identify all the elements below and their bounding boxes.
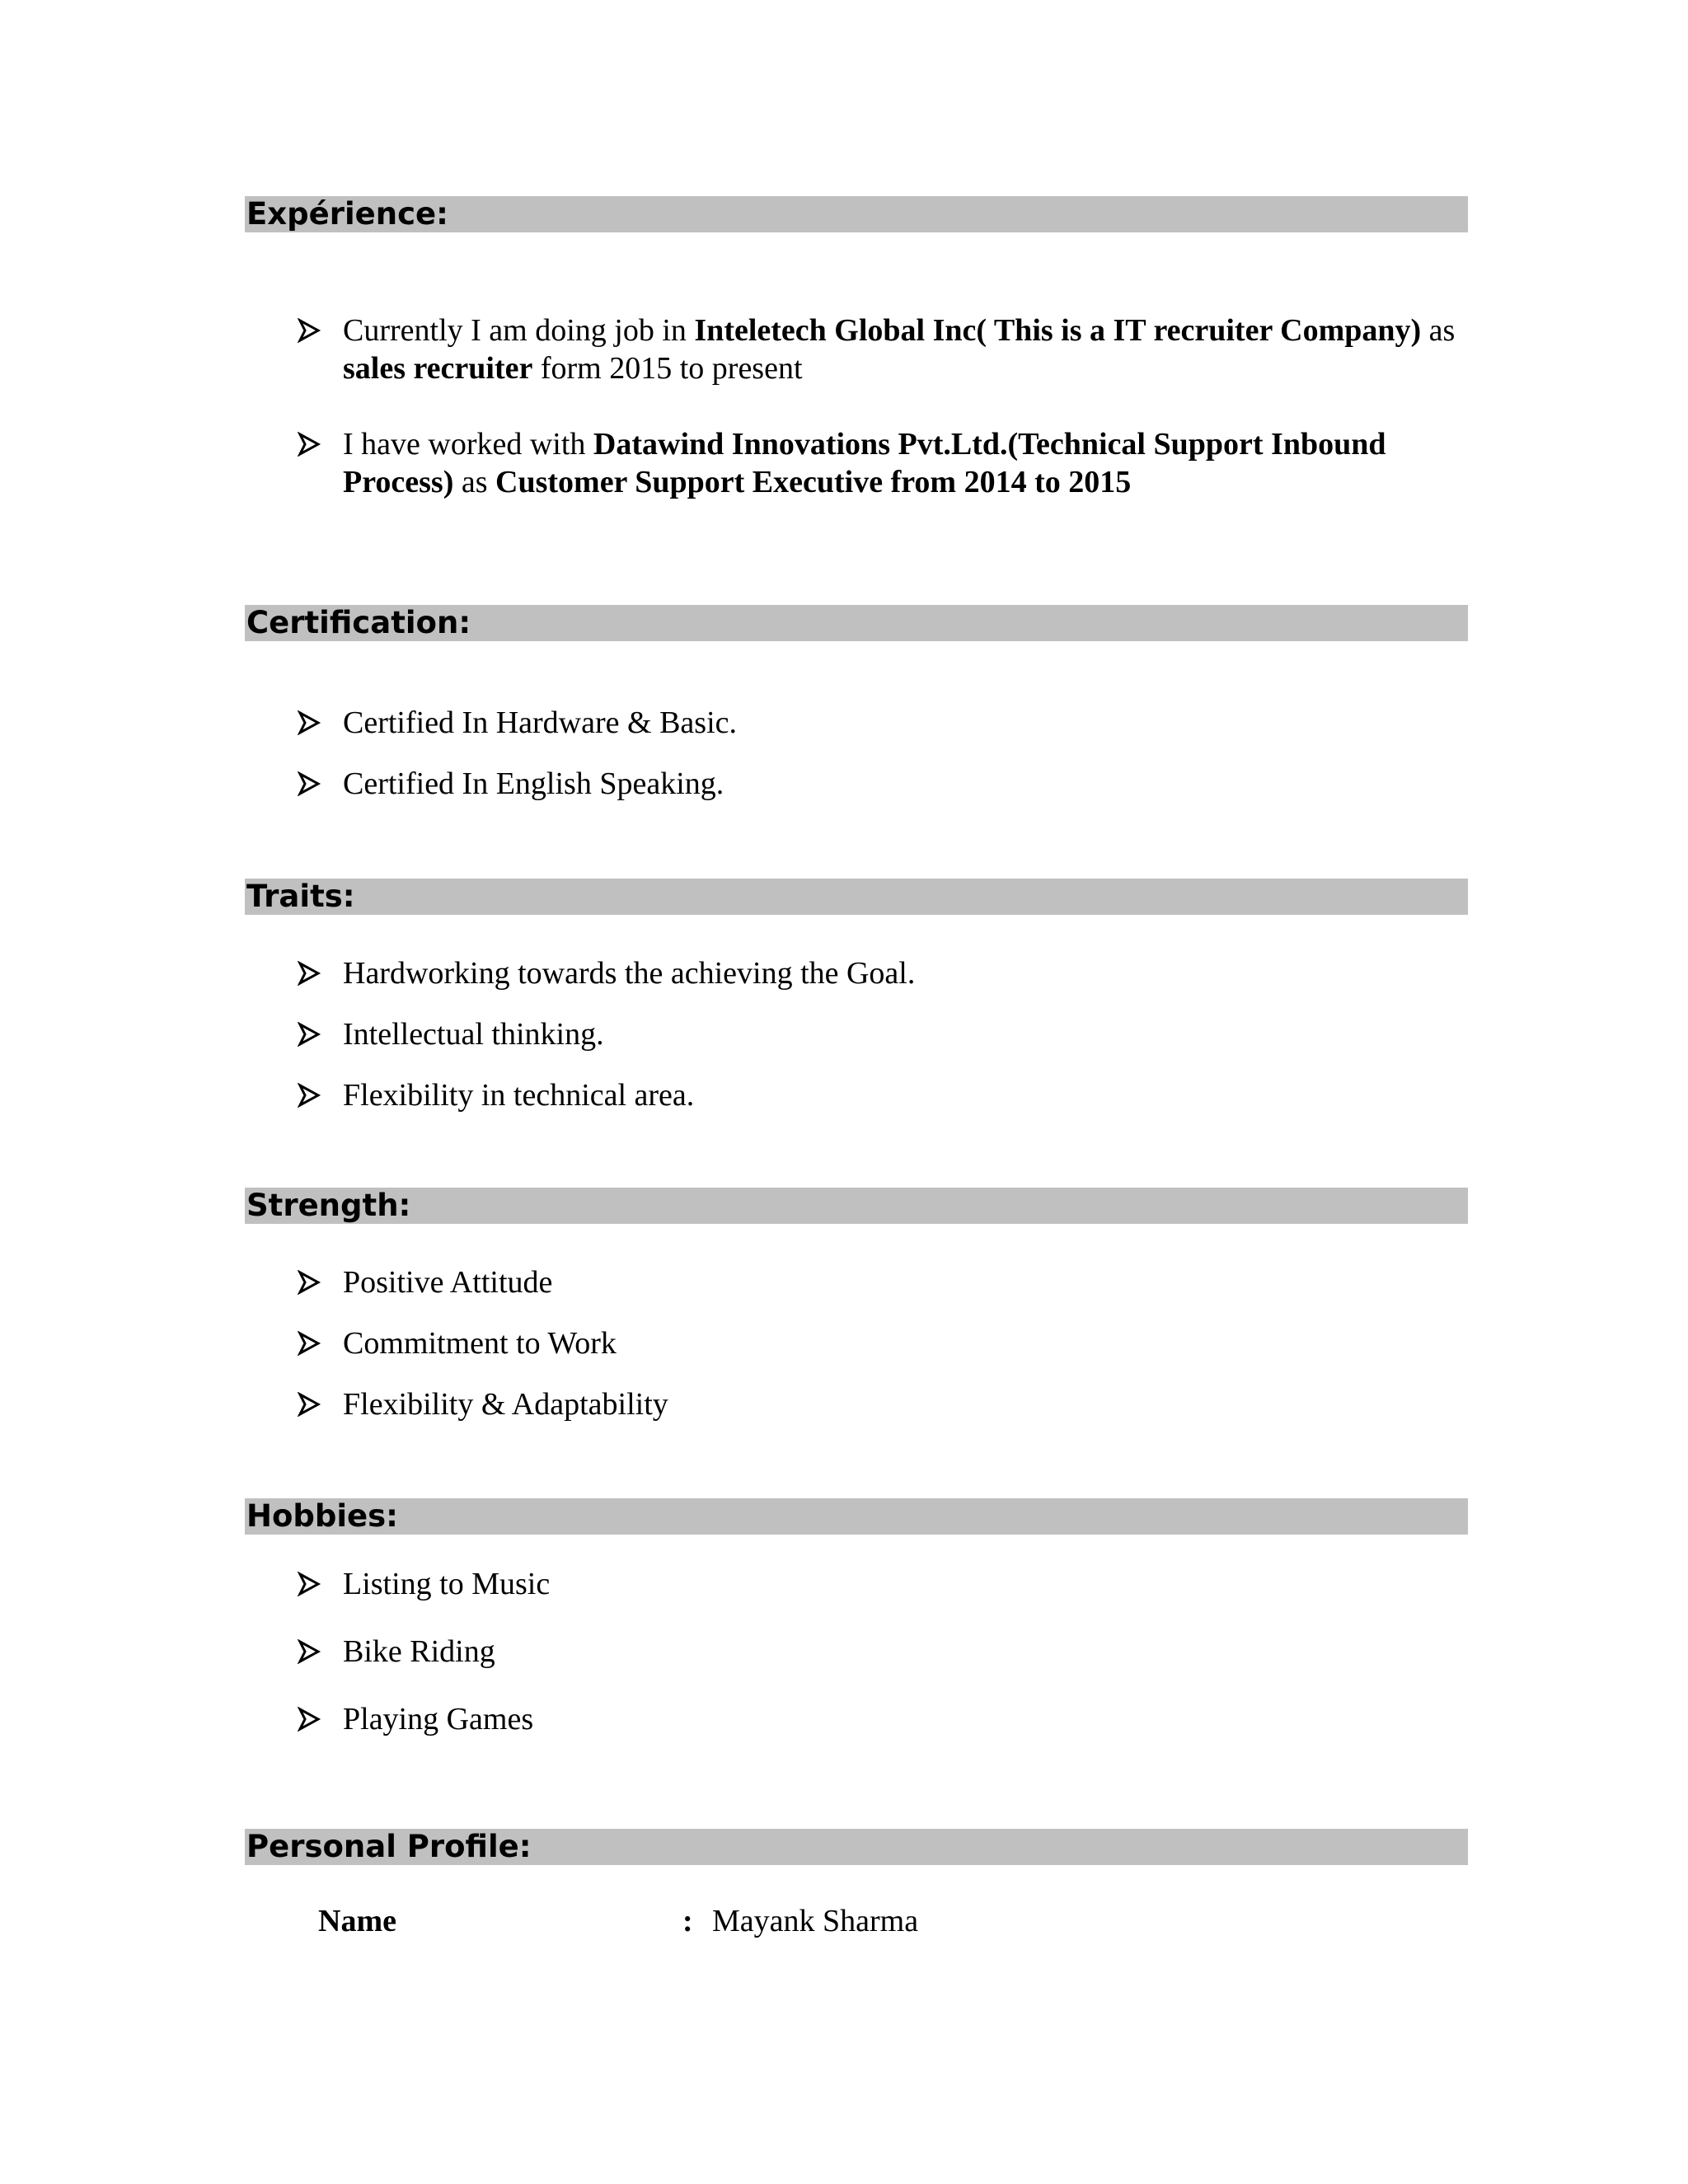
- experience-text-part: as: [1421, 313, 1456, 348]
- profile-name-value: Mayank Sharma: [712, 1904, 919, 1938]
- experience-text: [343, 425, 1472, 501]
- strength-text: Commitment to Work: [343, 1326, 617, 1361]
- trait-text: Intellectual thinking.: [343, 1017, 604, 1052]
- experience-role: sales recruiter: [343, 351, 533, 386]
- experience-text-part: as: [453, 465, 496, 499]
- experience-text: [343, 312, 1472, 387]
- arrowhead-bullet-icon: [297, 961, 321, 986]
- experience-heading: Expérience:: [245, 196, 1468, 232]
- experience-text-part: I have worked with: [343, 427, 593, 462]
- experience-text-part: form 2015 to present: [532, 351, 803, 386]
- arrowhead-bullet-icon: [297, 771, 321, 796]
- strength-heading: Strength:: [245, 1188, 1468, 1224]
- arrowhead-bullet-icon: [297, 1083, 321, 1108]
- arrowhead-bullet-icon: [297, 1639, 321, 1664]
- hobbies-heading: Hobbies:: [245, 1498, 1468, 1535]
- arrowhead-bullet-icon: [297, 1392, 321, 1417]
- profile-separator: :: [682, 1904, 693, 1938]
- personal-profile-heading: Personal Profile:: [245, 1829, 1468, 1865]
- strength-text: Positive Attitude: [343, 1265, 553, 1300]
- experience-role: Customer Support Executive from 2014 to 2015: [495, 465, 1132, 499]
- certification-heading: Certification:: [245, 605, 1468, 641]
- hobby-text: Bike Riding: [343, 1634, 495, 1669]
- arrowhead-bullet-icon: [297, 1270, 321, 1295]
- profile-name-label: Name: [318, 1904, 396, 1938]
- arrowhead-bullet-icon: [297, 710, 321, 735]
- certification-text: Certified In English Speaking.: [343, 766, 724, 801]
- strength-text: Flexibility & Adaptability: [343, 1387, 668, 1422]
- experience-company: Datawind Innovations Pvt.Ltd.(Technical Support Inbound Process): [343, 427, 1386, 499]
- hobby-text: Playing Games: [343, 1702, 534, 1736]
- arrowhead-bullet-icon: [297, 1572, 321, 1596]
- arrowhead-bullet-icon: [297, 1331, 321, 1356]
- arrowhead-bullet-icon: [297, 432, 321, 457]
- experience-text-part: Currently I am doing job in: [343, 313, 695, 348]
- arrowhead-bullet-icon: [297, 1707, 321, 1732]
- arrowhead-bullet-icon: [297, 1022, 321, 1047]
- traits-heading: Traits:: [245, 879, 1468, 915]
- certification-text: Certified In Hardware & Basic.: [343, 705, 737, 740]
- experience-company: Inteletech Global Inc( This is a IT recruiter Company): [694, 313, 1422, 348]
- hobby-text: Listing to Music: [343, 1567, 551, 1601]
- arrowhead-bullet-icon: [297, 318, 321, 343]
- trait-text: Hardworking towards the achieving the Goal.: [343, 956, 916, 991]
- trait-text: Flexibility in technical area.: [343, 1078, 695, 1113]
